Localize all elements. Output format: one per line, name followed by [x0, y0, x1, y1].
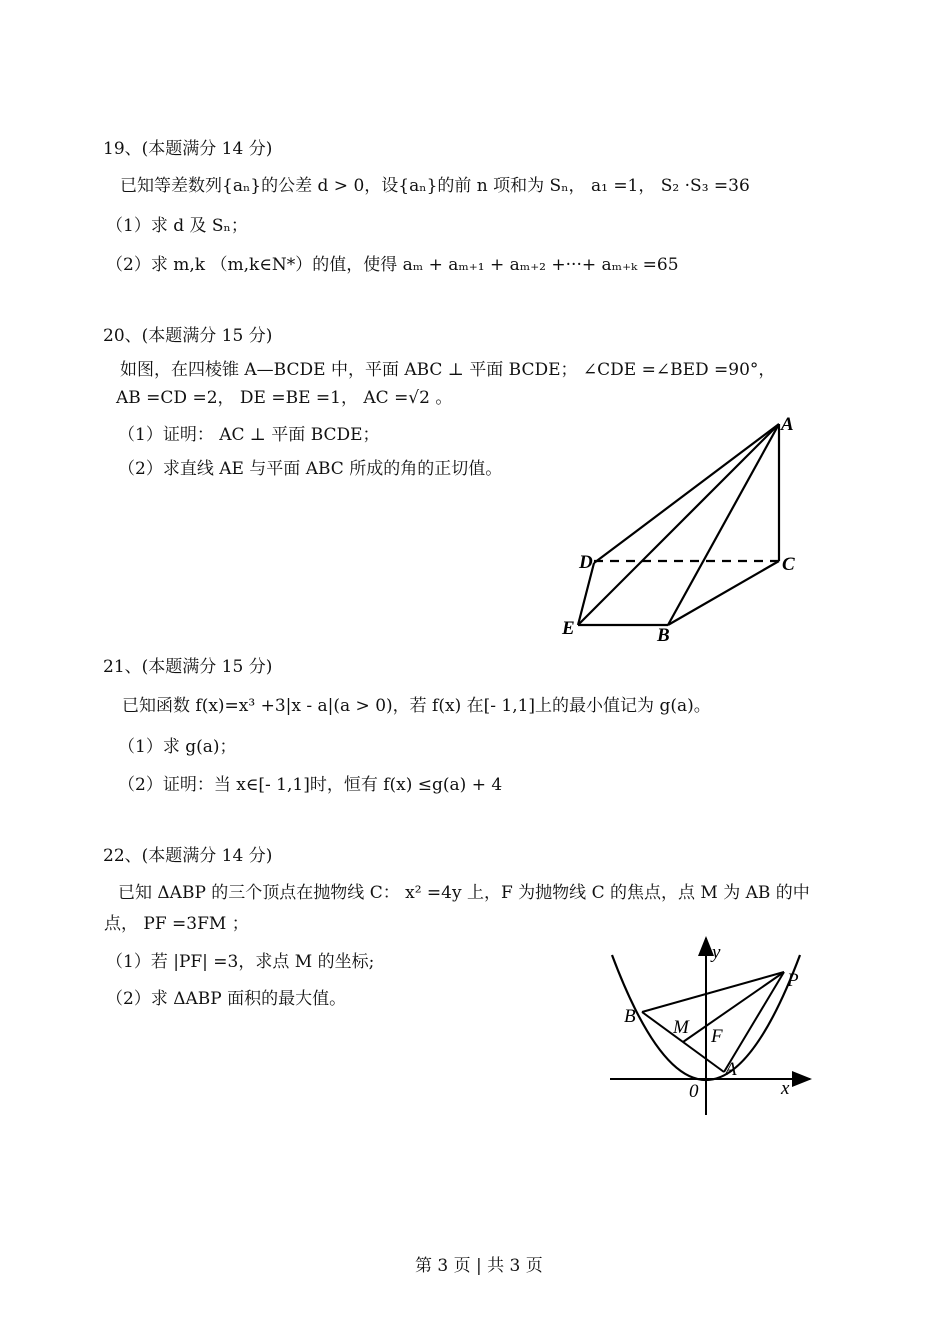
- edge-AD: [594, 424, 779, 563]
- q19-stem: 已知等差数列{aₙ}的公差 d > 0，设{aₙ}的前 n 项和为 Sₙ， a₁ =1， S₂ ·S₃ =36: [120, 176, 750, 196]
- vertex-label-C: C: [782, 554, 795, 575]
- edge-AE: [578, 424, 779, 625]
- axis-label-y: y: [712, 942, 721, 963]
- axis-label-x: x: [781, 1078, 790, 1099]
- q22-stem-line2: 点， PF =3FM ；: [104, 914, 249, 934]
- q20-stem-line1: 如图，在四棱锥 A—BCDE 中，平面 ABC ⊥ 平面 BCDE； ∠CDE =∠BED =90°，: [120, 360, 776, 380]
- origin-label: 0: [689, 1081, 699, 1102]
- point-label-P: P: [787, 970, 799, 991]
- q21-part1: （1）求 g(a)；: [118, 737, 237, 757]
- vertex-label-B: B: [657, 625, 670, 646]
- point-label-F: F: [711, 1026, 723, 1047]
- q22-part2: （2）求 ΔABP 面积的最大值。: [106, 989, 347, 1009]
- vertex-label-D: D: [579, 552, 593, 573]
- q22-header: 22、(本题满分 14 分): [103, 846, 273, 866]
- point-label-B: B: [624, 1006, 636, 1027]
- q20-header: 20、(本题满分 15 分): [103, 326, 273, 346]
- point-label-M: M: [673, 1017, 689, 1038]
- q21-header: 21、(本题满分 15 分): [103, 657, 273, 677]
- q20-part2: （2）求直线 AE 与平面 ABC 所成的角的正切值。: [118, 459, 503, 479]
- q19-part2: （2）求 m,k （m,k∈N*）的值，使得 aₘ + aₘ₊₁ + aₘ₊₂ +···+ aₘ₊ₖ =65: [106, 255, 679, 275]
- q19-part1: （1）求 d 及 Sₙ；: [106, 216, 248, 236]
- q21-part2: （2）证明：当 x∈[- 1,1]时，恒有 f(x) ≤g(a) + 4: [118, 775, 503, 795]
- segment-MP: [683, 972, 784, 1042]
- q20-stem-line2: AB =CD =2， DE =BE =1， AC =√2 。: [116, 388, 453, 408]
- point-label-A: A: [725, 1059, 737, 1080]
- q20-pyramid-figure: [555, 405, 815, 650]
- page-footer: 第 3 页 | 共 3 页: [415, 1256, 543, 1276]
- vertex-label-A: A: [781, 414, 794, 435]
- q22-parabola-figure: [600, 930, 820, 1125]
- vertex-label-E: E: [562, 618, 575, 639]
- q22-stem-line1: 已知 ΔABP 的三个顶点在抛物线 C： x² =4y 上，F 为抛物线 C 的焦点，点 M 为 AB 的中: [118, 883, 810, 903]
- edge-AB: [668, 424, 779, 625]
- q22-part1: （1）若 |PF| =3，求点 M 的坐标;: [106, 952, 375, 972]
- q19-header: 19、(本题满分 14 分): [103, 139, 273, 159]
- q20-part1: （1）证明： AC ⊥ 平面 BCDE；: [118, 425, 380, 445]
- q21-stem: 已知函数 f(x)=x³ +3|x - a|(a > 0)，若 f(x) 在[- 1,1]上的最小值记为 g(a)。: [122, 696, 711, 716]
